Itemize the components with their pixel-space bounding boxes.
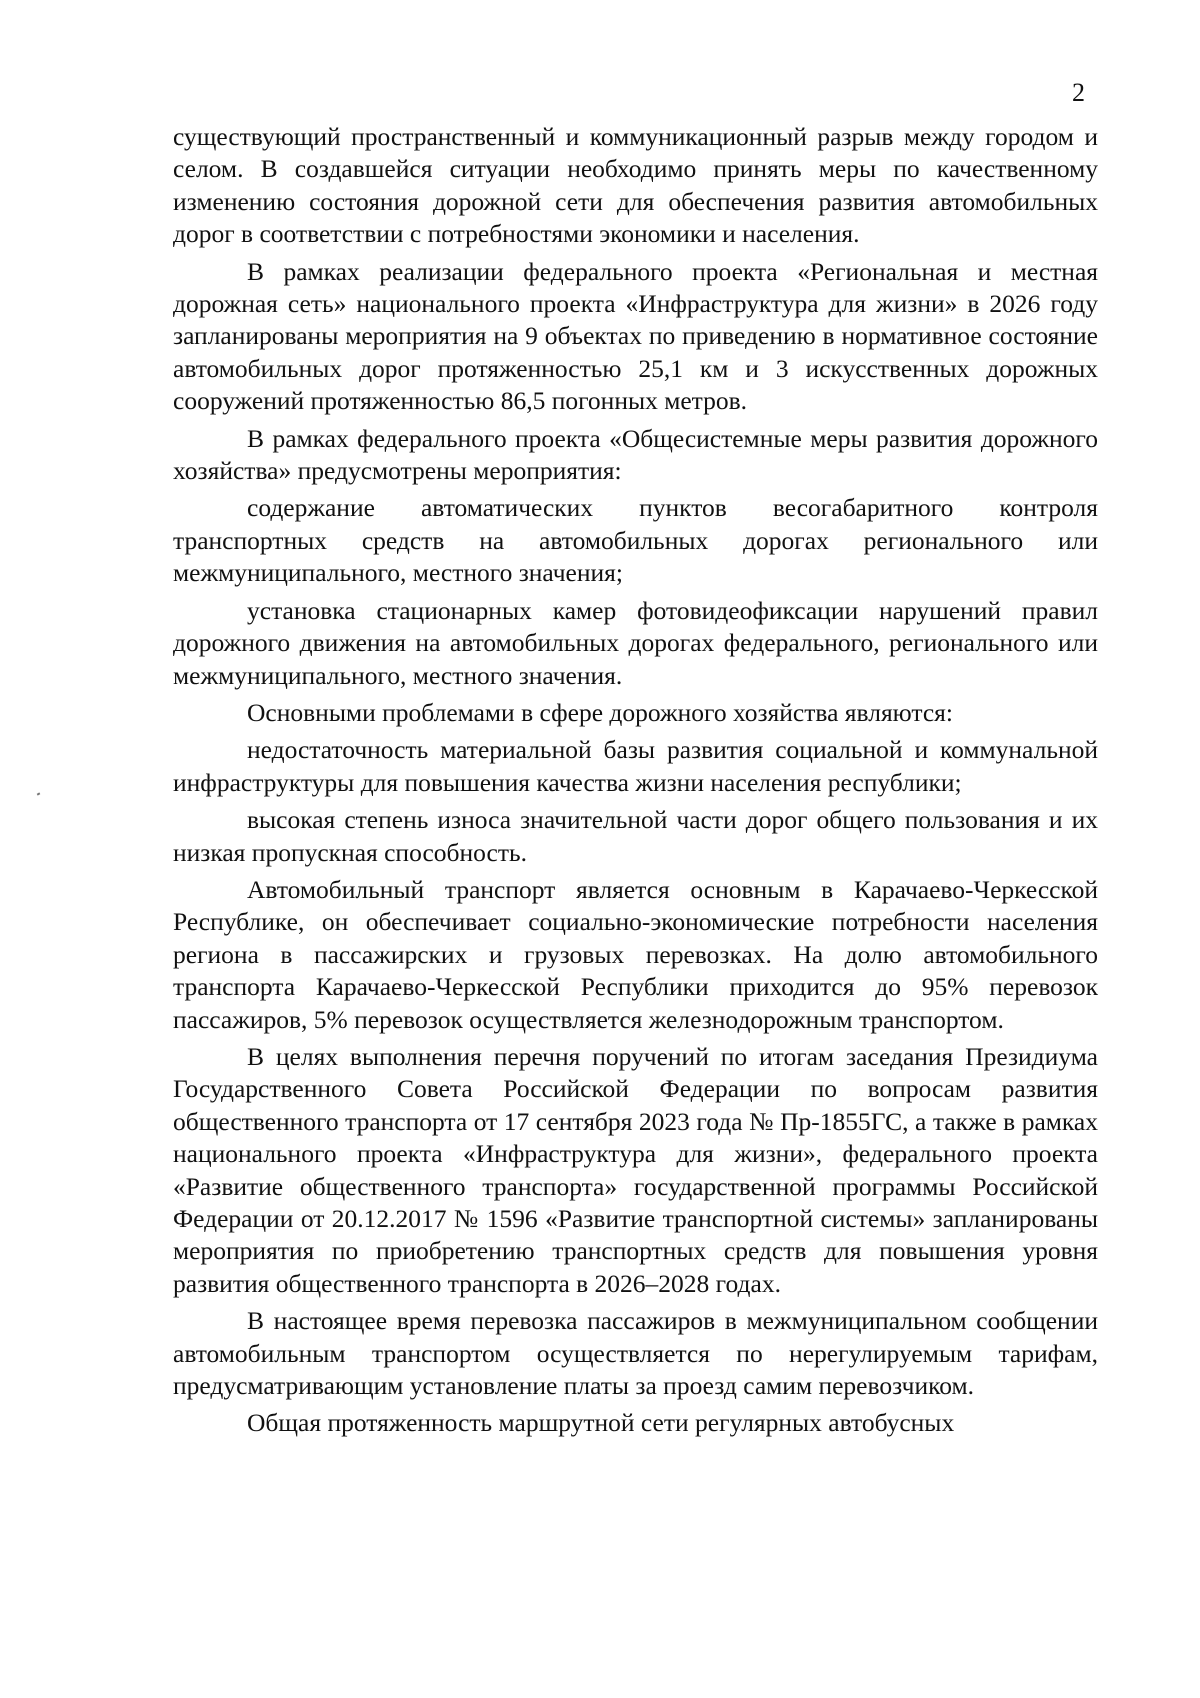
- list-item: недостаточность материальной базы развития социальной и коммунальной инфраструктуры для повышения качества жизни населения республики;: [173, 735, 1098, 797]
- scan-speck: [37, 792, 41, 795]
- paragraph: В рамках реализации федерального проекта «Региональная и местная дорожная сеть» национального проекта «Инфраструктура для жизни» в 2026 году запланированы мероприятия на 9 объектах по приведению в нормативное состояние автомобильных дорог протяженностью 25,1 км и 3 искусственных дорожных сооружений протяженностью 86,5 погонных метров.: [173, 256, 1098, 416]
- page-number: 2: [1072, 78, 1085, 107]
- document-body: [173, 121, 1098, 1445]
- list-item: установка стационарных камер фотовидеофиксации нарушений правил дорожного движения на автомобильных дорогах федерального, регионального или межмуниципального, местного значения.: [173, 595, 1098, 690]
- paragraph: существующий пространственный и коммуникационный разрыв между городом и селом. В создавшейся ситуации необходимо принять меры по качественному изменению состояния дорожной сети для обеспечения развития автомобильных дорог в соответствии с потребностями экономики и населения.: [173, 122, 1098, 249]
- paragraph: Основными проблемами в сфере дорожного хозяйства являются:: [247, 697, 953, 727]
- paragraph: В целях выполнения перечня поручений по итогам заседания Президиума Государственного Совета Российской Федерации по вопросам развития общественного транспорта от 17 сентября 2023 года № Пр-1855ГС, а также в рамках национального проекта «Инфраструктура для жизни», федерального проекта «Развитие общественного транспорта» государственной программы Российской Федерации от 20.12.2017 № 1596 «Развитие транспортной системы» запланированы мероприятия по приобретению транспортных средств для повышения уровня развития общественного транспорта в 2026–2028 годах.: [173, 1041, 1098, 1298]
- paragraph: В рамках федерального проекта «Общесистемные меры развития дорожного хозяйства» предусмотрены мероприятия:: [173, 423, 1098, 486]
- paragraph: Общая протяженность маршрутной сети регулярных автобусных: [247, 1408, 955, 1438]
- paragraph: В настоящее время перевозка пассажиров в межмуниципальном сообщении автомобильным транспортом осуществляется по нерегулируемым тарифам, предусматривающим установление платы за проезд самим перевозчиком.: [173, 1306, 1098, 1401]
- list-item: высокая степень износа значительной части дорог общего пользования и их низкая пропускная способность.: [173, 805, 1098, 867]
- list-item: содержание автоматических пунктов весогабаритного контроля транспортных средств на автомобильных дорогах регионального или межмуниципального, местного значения;: [173, 493, 1098, 588]
- paragraph: Автомобильный транспорт является основным в Карачаево-Черкесской Республике, он обеспечивает социально-экономические потребности населения региона в пассажирских и грузовых перевозках. На долю автомобильного транспорта Карачаево-Черкесской Республики приходится до 95% перевозок пассажиров, 5% перевозок осуществляется железнодорожным транспортом.: [173, 874, 1098, 1034]
